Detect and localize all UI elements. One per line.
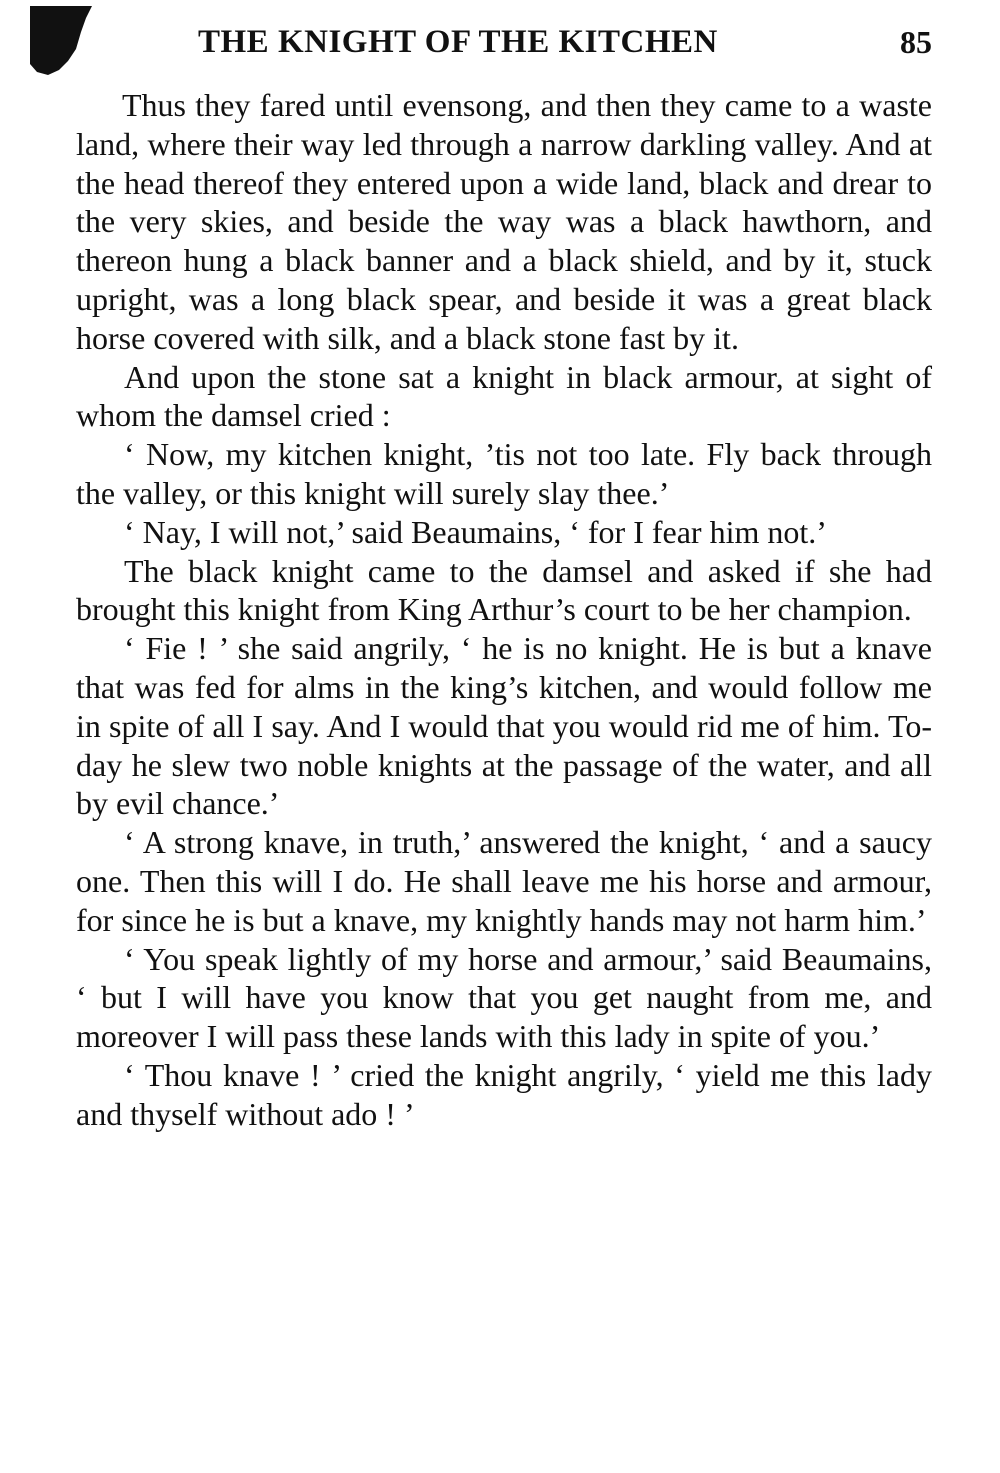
paragraph: ‘ A strong knave, in truth,’ answered the knight, ‘ and a saucy one. Then this will I do. He shall leave me his horse and armour, for since he is but a knave, my knightly hands may not harm him.’: [76, 824, 932, 938]
paragraph: ‘ You speak lightly of my horse and armour,’ said Beaumains, ‘ but I will have you know that you get naught from me, and moreover I will pass these lands with this lady in spite of you.’: [76, 940, 932, 1055]
chapter-body: [76, 86, 932, 1134]
paragraph: Thus they fared until evensong, and then they came to a waste land, where their way led through a narrow darkling valley. And at the head thereof they entered upon a wide land, black and drear to the very skies, and beside the way was a black hawthorn, and thereon hung a black banner and a black shield, and by it, stuck upright, was a long black spear, and beside it was a great black horse covered with silk, and a black stone fast by it.: [76, 87, 932, 356]
paragraph: ‘ Now, my kitchen knight, ’tis not too late. Fly back through the valley, or this knight will surely slay thee.’: [76, 436, 932, 511]
running-head: THE KNIGHT OF THE KITCHEN: [198, 24, 718, 60]
paragraph: And upon the stone sat a knight in black armour, at sight of whom the damsel cried :: [76, 358, 932, 434]
paragraph: ‘ Nay, I will not,’ said Beaumains, ‘ for I fear him not.’: [124, 513, 827, 550]
paragraph: ‘ Fie ! ’ she said angrily, ‘ he is no knight. He is but a knave that was fed for alms in the king’s kitchen, and would follow me in spite of all I say. And I would that you would rid me of him. To-day he slew two noble knights at the passage of the water, and all by evil chance.’: [76, 630, 932, 822]
paragraph: ‘ Thou knave ! ’ cried the knight angrily, ‘ yield me this lady and thyself without ado ! ’: [76, 1056, 932, 1132]
page-header: [180, 18, 940, 78]
paragraph: The black knight came to the damsel and asked if she had brought this knight from King Arthur’s court to be her champion.: [76, 552, 932, 628]
page-number: 85: [900, 24, 932, 60]
ink-blot-decoration: [30, 6, 92, 76]
